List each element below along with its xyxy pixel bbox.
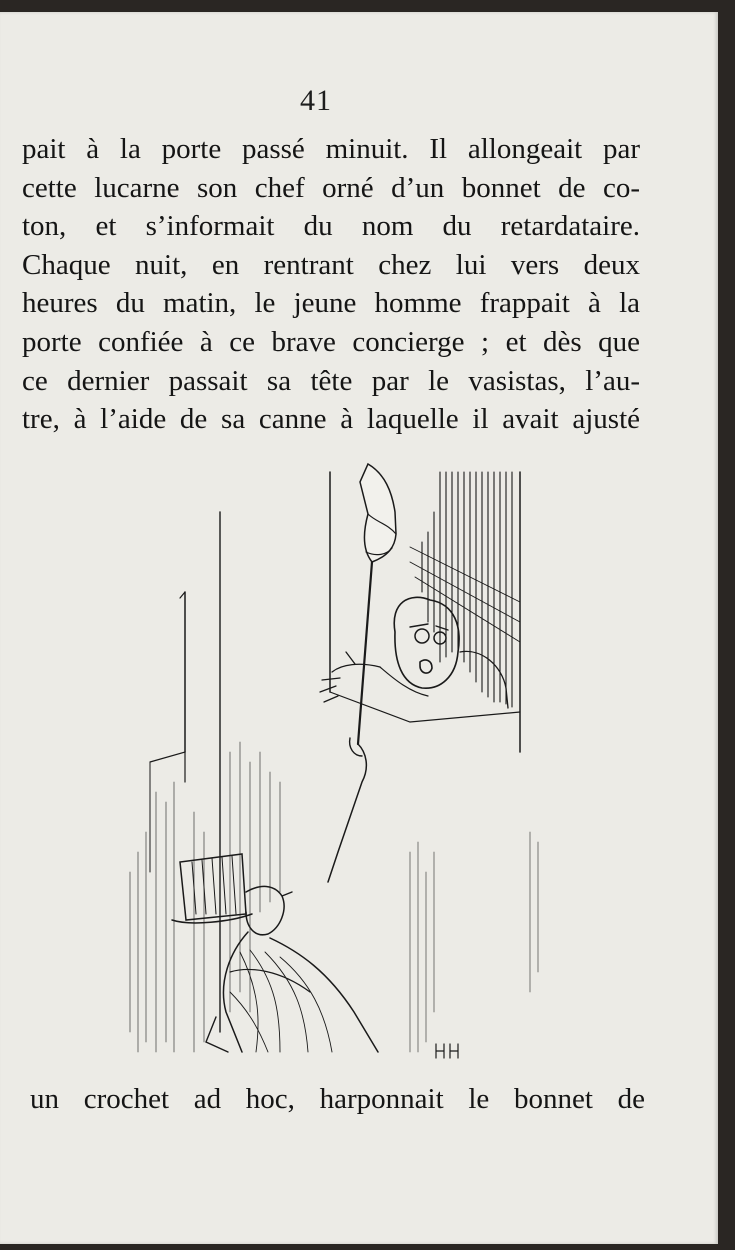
page-number: 41 [300,84,332,117]
text-line: cette lucarne son chef orné d’un bonnet de co- [22,171,640,204]
text-line: heures du matin, le jeune homme frappait à la [22,287,640,320]
text-line: Chaque nuit, en rentrant chez lui vers deux [22,248,640,281]
text-line: ce dernier passait sa tête par le vasistas, l’au- [22,364,640,397]
engraving-concierge-window-icon [110,452,550,1072]
book-page [0,12,718,1244]
body-paragraph [22,130,640,439]
text-line: pait à la porte passé minuit. Il allongeait par [22,133,640,165]
final-line: un crochet ad hoc, harponnait le bonnet de [30,1083,645,1115]
text-line: ton, et s’informait du nom du retardataire. [22,210,640,243]
text-line: tre, à l’aide de sa canne à laquelle il avait ajusté [22,403,640,436]
text-line: porte confiée à ce brave concierge ; et dès que [22,325,640,358]
